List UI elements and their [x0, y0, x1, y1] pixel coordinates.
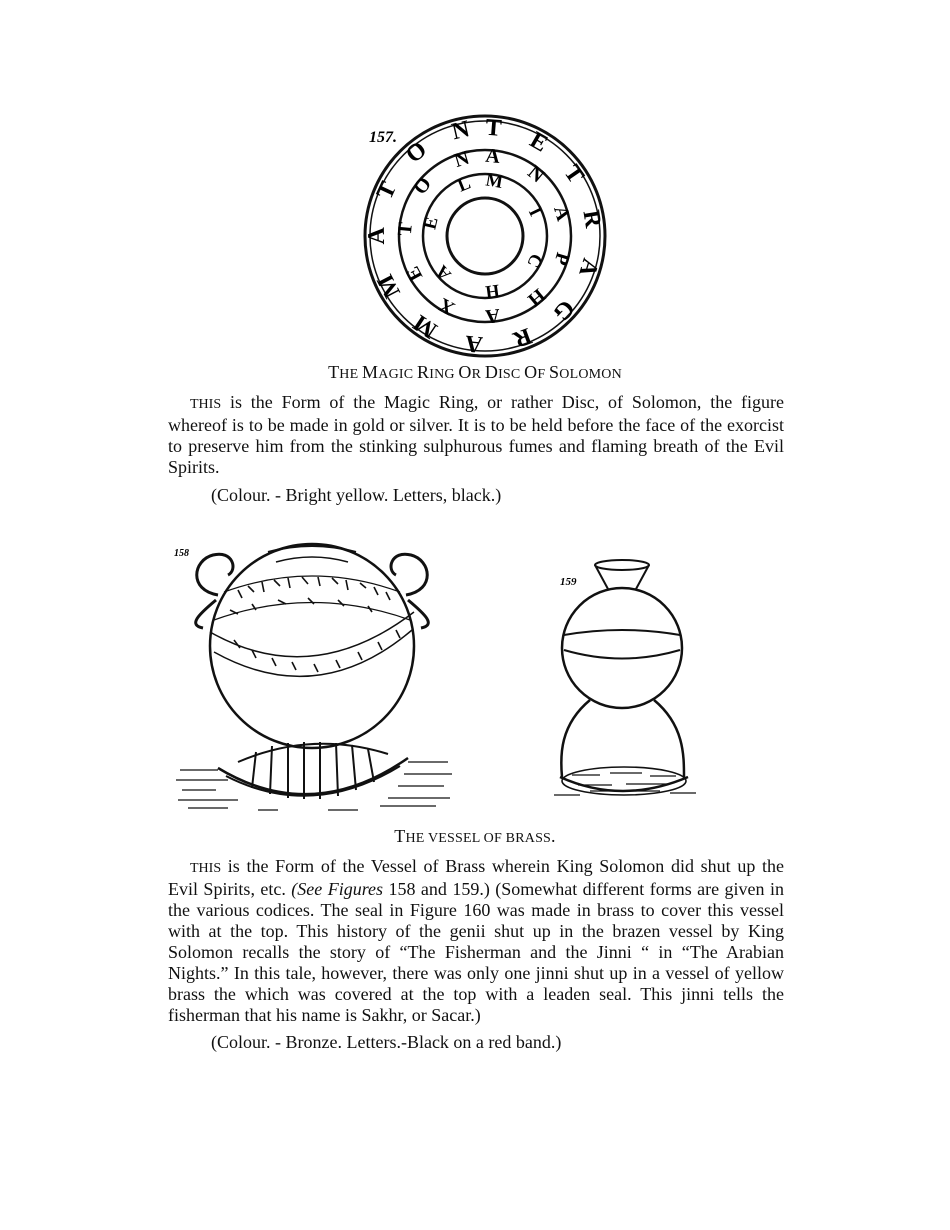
vessel-colour-note: (Colour. - Bronze. Letters.-Black on a red band.) [211, 1032, 562, 1052]
inner-ring-letters: MICHAEL [419, 169, 547, 303]
vessel-description-paragraph: THIS is the Form of the Vessel of Brass wherein King Solomon did shut up the Evil Spirits, etc. (See Figures 158 and 159.) (Somewhat different forms are given in the various codices. The seal in Figure 160 was made in brass to cover this vessel with at the top. This history of the genii shut up in the brazen vessel by King Solomon recalls the story of “The Fisherman and the Jinni “ in “The Arabian Nights.” In this tale, however, there was only one jinni shut up in a vessel of yellow brass the which was covered at the top with a leaden seal. This jinni tells the fisherman that his name is Sakhr, or Sacar.) [168, 856, 784, 1025]
figure-caption-ring: THE MAGIC RING OR DISC OF SOLOMON [328, 362, 622, 382]
magic-ring-figure [355, 112, 615, 362]
outer-ring-letters: TETRAGRAMMATON [363, 114, 606, 358]
ring-colour-note: (Colour. - Bright yellow. Letters, black.) [211, 485, 502, 505]
figure-caption-vessel: THE VESSEL OF BRASS. [394, 826, 556, 846]
brass-vessel-figure-159 [550, 555, 700, 805]
figure-number-159: 159 [560, 576, 577, 588]
figure-number-158: 158 [174, 548, 189, 559]
ring-description-paragraph: THIS is the Form of the Magic Ring, or rather Disc, of Solomon, the figure whereof is to be made in gold or silver. It is to be held before the face of the exorcist to preserve him from the stinking sulphurous fumes and flaming breath of the Evil Spirits. [168, 392, 784, 477]
figure-number-157: 157. [369, 129, 397, 146]
middle-ring-letters: ANAPHAXETON [393, 144, 575, 328]
brass-vessel-figure-158 [168, 540, 458, 815]
